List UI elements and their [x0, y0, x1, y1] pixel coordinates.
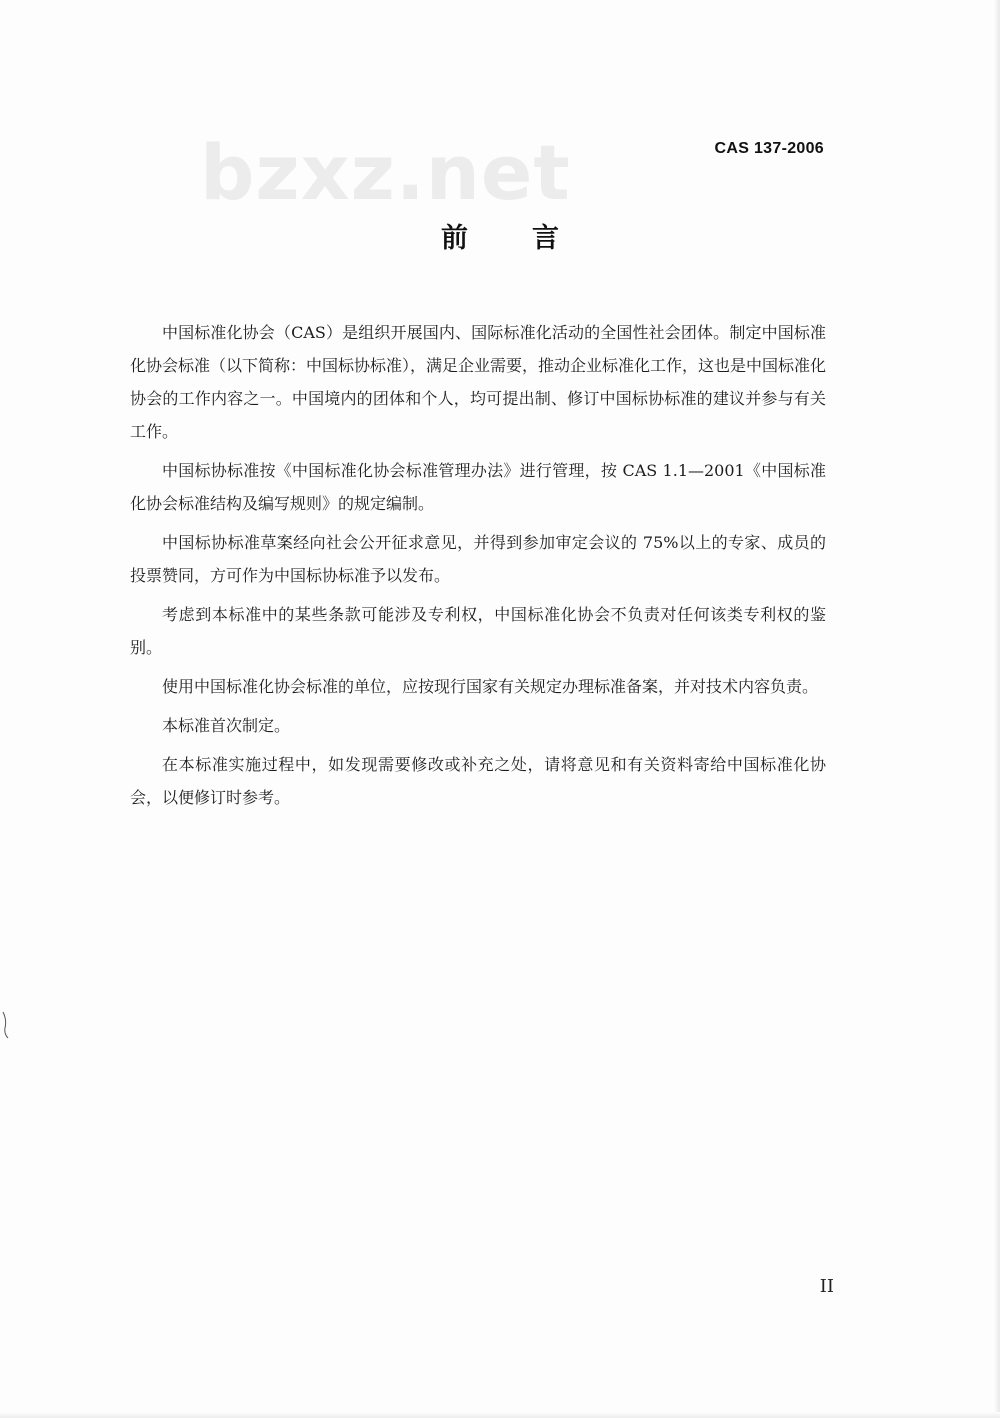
document-code: CAS 137-2006 [714, 140, 824, 157]
foreword-body [130, 316, 826, 820]
scan-edge-right [994, 0, 1000, 1418]
watermark: bzxz.net [200, 128, 571, 217]
scan-edge-bottom [0, 1412, 1000, 1418]
paragraph: 使用中国标准化协会标准的单位，应按现行国家有关规定办理标准备案，并对技术内容负责。 [162, 677, 819, 696]
page-number: II [819, 1276, 834, 1297]
paragraph: 中国标协标准草案经向社会公开征求意见，并得到参加审定会议的 75%以上的专家、成员的投票赞同，方可作为中国标协标准予以发布。 [130, 533, 826, 585]
paragraph: 考虑到本标准中的某些条款可能涉及专利权，中国标准化协会不负责对任何该类专利权的鉴别。 [130, 605, 826, 657]
paragraph: 中国标协标准按《中国标准化协会标准管理办法》进行管理，按 CAS 1.1—2001《中国标准化协会标准结构及编写规则》的规定编制。 [130, 461, 826, 513]
page-heading: 前言 [441, 223, 623, 254]
paragraph: 在本标准实施过程中，如发现需要修改或补充之处，请将意见和有关资料寄给中国标准化协会，以便修订时参考。 [130, 755, 826, 807]
scan-artifact-mark [2, 1010, 10, 1040]
paragraph: 中国标准化协会（CAS）是组织开展国内、国际标准化活动的全国性社会团体。制定中国标准化协会标准（以下简称：中国标协标准），满足企业需要，推动企业标准化工作，这也是中国标准化协会的工作内容之一。中国境内的团体和个人，均可提出制、修订中国标协标准的建议并参与有关工作。 [130, 323, 827, 441]
paragraph: 本标准首次制定。 [162, 716, 291, 735]
